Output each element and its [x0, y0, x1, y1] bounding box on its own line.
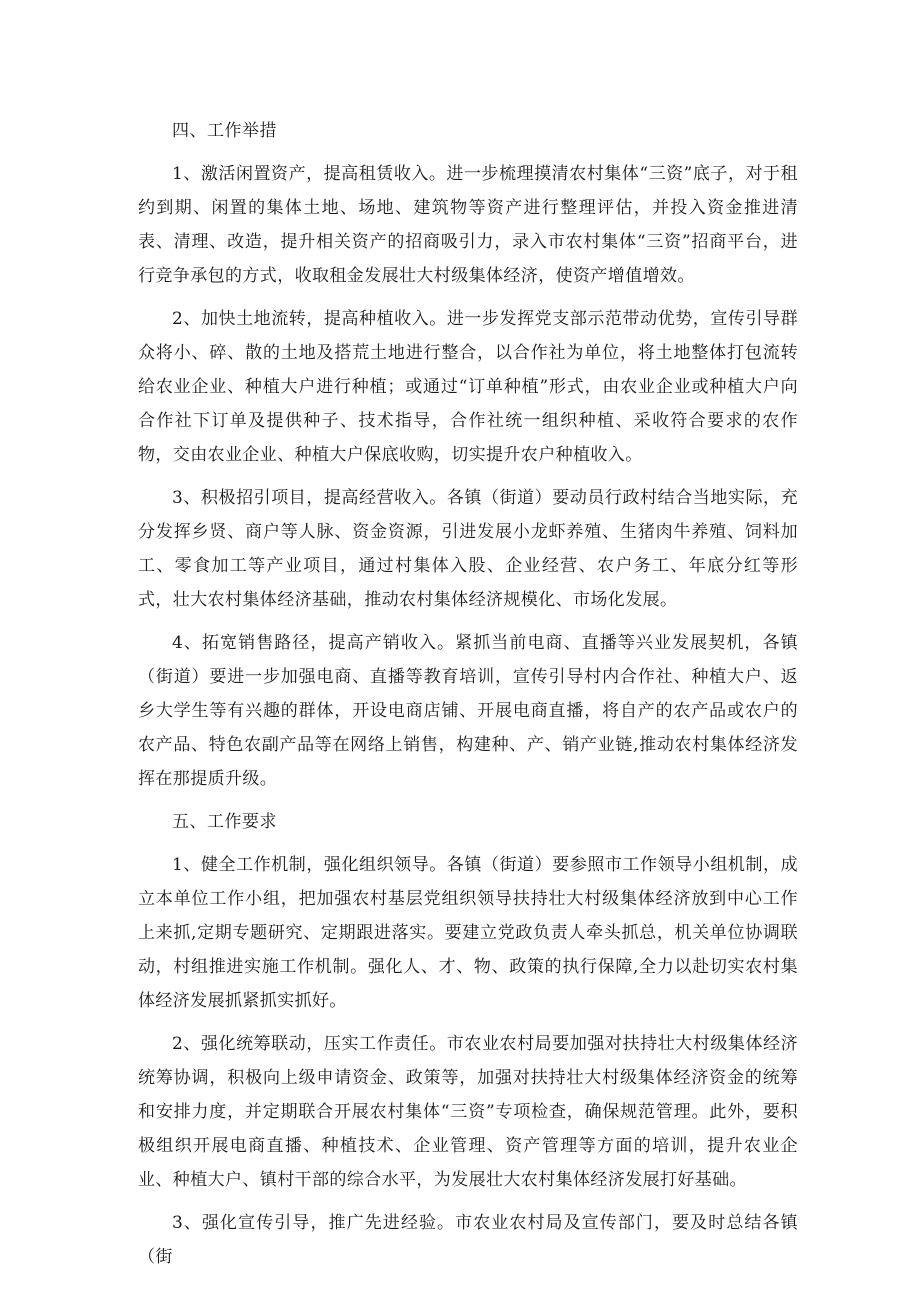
section-heading-work-measures: 四、工作举措	[172, 121, 277, 141]
paragraph-requirement-1: 1、健全工作机制，强化组织领导。各镇（街道）要参照市工作领导小组机制，成立本单位工作小组，把加强农村基层党组织领导扶持壮大村级集体经济放到中心工作上来抓,定期专题研究、定期跟进落实。要建立党政负责人牵头抓总，机关单位协调联动，村组推进实施工作机制。强化人、才、物、政策的执行保障,全力以赴切实农村集体经济发展抓紧抓实抓好。	[138, 855, 798, 1011]
paragraph-measure-3: 3、积极招引项目，提高经营收入。各镇（街道）要动员行政村结合当地实际，充分发挥乡贤、商户等人脉、资金资源，引进发展小龙虾养殖、生猪肉牛养殖、饲料加工、零食加工等产业项目，通过村集体入股、企业经营、农户务工、年底分红等形式，壮大农村集体经济基础，推动农村集体经济规模化、市场化发展。	[138, 488, 798, 610]
paragraph-requirement-3: 3、强化宣传引导，推广先进经验。市农业农村局及宣传部门，要及时总结各镇（街	[138, 1213, 798, 1267]
document-body	[138, 114, 798, 1283]
paragraph-measure-1: 1、激活闲置资产，提高租赁收入。进一步梳理摸清农村集体“三资”底子，对于租约到期、闲置的集体土地、场地、建筑物等资产进行整理评估，并投入资金推进清表、清理、改造，提升相关资产的招商吸引力，录入市农村集体“三资”招商平台，进行竞争承包的方式，收取租金发展壮大村级集体经济，使资产增值增效。	[138, 164, 798, 286]
section-heading-work-requirements: 五、工作要求	[172, 812, 277, 832]
paragraph-requirement-2: 2、强化统筹联动，压实工作责任。市农业农村局要加强对扶持壮大村级集体经济统筹协调，积极向上级申请资金、政策等，加强对扶持壮大村级集体经济资金的统筹和安排力度，并定期联合开展农村集体“三资”专项检查，确保规范管理。此外，要积极组织开展电商直播、种植技术、企业管理、资产管理等方面的培训，提升农业企业、种植大户、镇村干部的综合水平，为发展壮大农村集体经济发展打好基础。	[138, 1034, 798, 1190]
paragraph-measure-4: 4、拓宽销售路径，提高产销收入。紧抓当前电商、直播等兴业发展契机，各镇（街道）要进一步加强电商、直播等教育培训，宣传引导村内合作社、种植大户、返乡大学生等有兴趣的群体，开设电商店铺、开展电商直播，将自产的农产品或农户的农产品、特色农副产品等在网络上销售，构建种、产、销产业链,推动农村集体经济发挥在那提质升级。	[138, 633, 798, 789]
paragraph-measure-2: 2、加快土地流转，提高种植收入。进一步发挥党支部示范带动优势，宣传引导群众将小、碎、散的土地及搭荒土地进行整合，以合作社为单位，将土地整体打包流转给农业企业、种植大户进行种植；或通过“订单种植”形式，由农业企业或种植大户向合作社下订单及提供种子、技术指导，合作社统一组织种植、采收符合要求的农作物，交由农业企业、种植大户保底收购，切实提升农户种植收入。	[138, 309, 798, 465]
